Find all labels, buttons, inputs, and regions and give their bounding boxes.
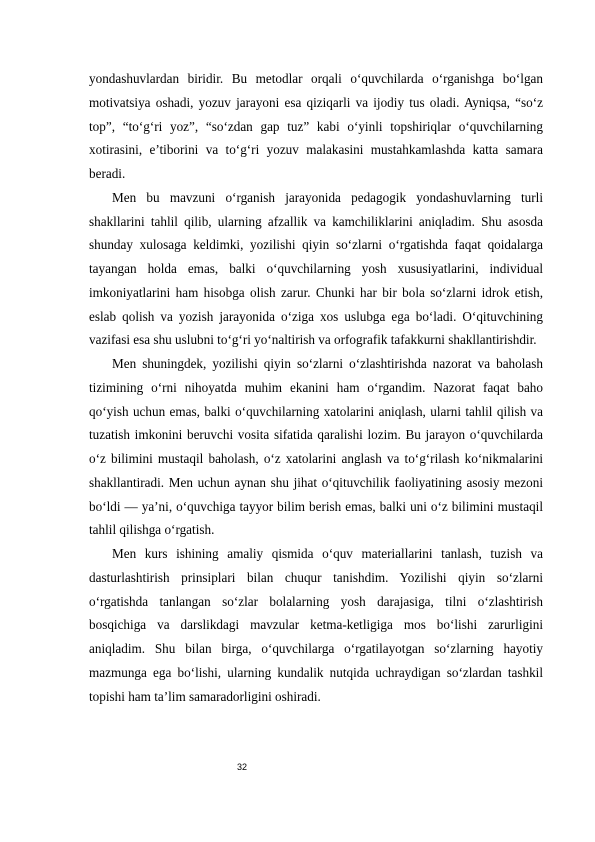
page-number-container: [0, 762, 595, 772]
paragraph: Men shuningdek, yozilishi qiyin so‘zlarni o‘zlashtirishda nazorat va baholash tizimining o‘rni nihoyatda muhim ekanini ham o‘rgandim. Nazorat faqat baho qo‘yish uchun emas, balki o‘quvchilarning xatolarini aniqlash, ularni tahlil qilish va tuzatish imkonini beruvchi vosita sifatida qaralishi lozim. Bu jarayon o‘quvchilarda o‘z bilimini mustaqil baholash, o‘z xatolarini anglash va to‘g‘rilash ko‘nikmalarini shakllantiradi. Men uchun aynan shu jihat o‘qituvchilik faoliyatining asosiy mezoni bo‘ldi — ya’ni, o‘quvchiga tayyor bilim berish emas, balki uni o‘z bilimini mustaqil tahlil qilishga o‘rgatish.: [89, 356, 543, 538]
paragraph-continuation: yondashuvlardan biridir. Bu metodlar orqali o‘quvchilarda o‘rganishga bo‘lgan motivatsiya oshadi, yozuv jarayoni esa qiziqarli va ijodiy tus oladi. Ayniqsa, “so‘z top”, “to‘g‘ri yoz”, “so‘zdan gap tuz” kabi o‘yinli topshiriqlar o‘quvchilarning xotirasini, e’tiborini va to‘g‘ri yozuv malakasini mustahkamlashda katta samara beradi.: [89, 71, 543, 181]
paragraph: Men kurs ishining amaliy qismida o‘quv materiallarini tanlash, tuzish va dasturlashtirish prinsiplari bilan chuqur tanishdim. Yozilishi qiyin so‘zlarni o‘rgatishda tanlangan so‘zlar bolalarning yosh darajasiga, tilni o‘zlashtirish bosqichiga va darslikdagi mavzular ketma-ketligiga mos bo‘lishi zarurligini aniqladim. Shu bilan birga, o‘quvchilarga o‘rgatilayotgan so‘zlarning hayotiy mazmunga ega bo‘lishi, ularning kundalik nutqida uchraydigan so‘zlardan tashkil topishi ham ta’lim samaradorligini oshiradi.: [89, 546, 543, 704]
paragraph: Men bu mavzuni o‘rganish jarayonida pedagogik yondashuvlarning turli shakllarini tahlil qilib, ularning afzallik va kamchiliklarini aniqladim. Shu asosda shunday xulosaga keldimki, yozilishi qiyin so‘zlarni o‘rgatishda faqat qoidalarga tayangan holda emas, balki o‘quvchilarning yosh xususiyatlarini, individual imkoniyatlarini ham hisobga olish zarur. Chunki har bir bola so‘zlarni idrok etish, eslab qolish va yozish jarayonida o‘ziga xos uslubga ega bo‘ladi. O‘qituvchining vazifasi esa shu uslubni to‘g‘ri yo‘naltirish va orfografik tafakkurni shakllantirishdir.: [89, 189, 543, 348]
body-text: [89, 67, 543, 708]
page-number: 32: [236, 762, 247, 772]
